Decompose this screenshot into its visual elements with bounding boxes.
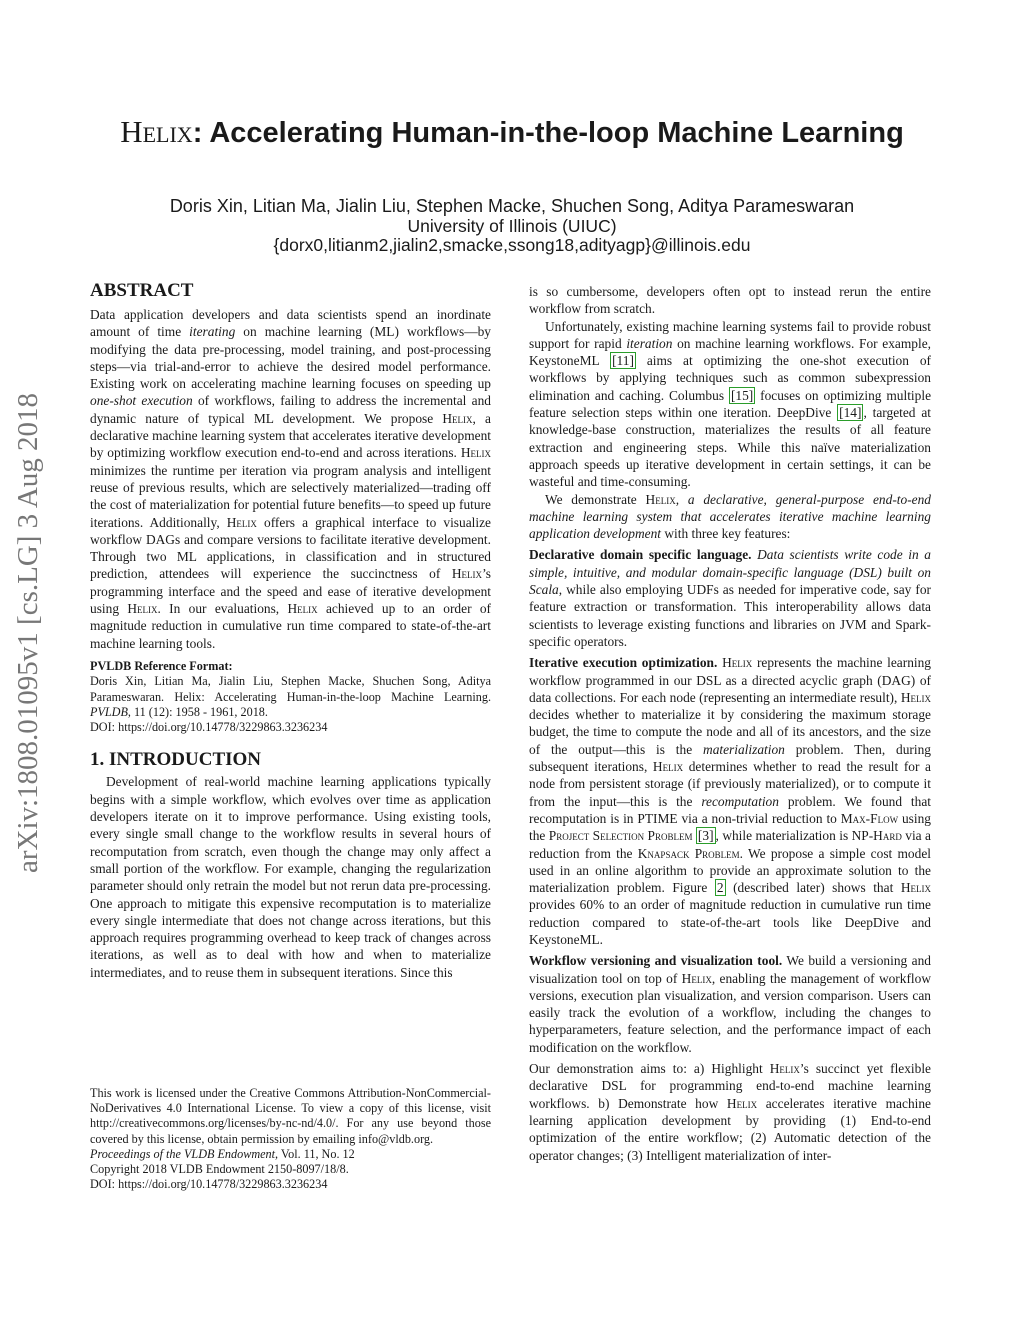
citation-link[interactable]: [11] bbox=[612, 353, 634, 369]
demo-aims-paragraph: Our demonstration aims to: a) Highlight Helix’s succinct yet flexible declarative DSL for programming end-to-end machine learning workflows. b) Demonstrate how Helix accelerates iterative machine learning application development by providing (1) End-to-end optimization of the entire workflow; (2) Automatic detection of the operator changes; (3) Intelligent materialization of inter- bbox=[529, 1061, 932, 1163]
proceedings: Proceedings of the VLDB Endowment, Vol. 11, No. 12 bbox=[90, 1146, 355, 1161]
title-helix: Helix bbox=[120, 114, 193, 149]
arxiv-stamp: arXiv:1808.01095v1 [cs.LG] 3 Aug 2018 bbox=[12, 392, 44, 874]
feature-versioning: Workflow versioning and visualization tool. We build a versioning and visualization tool on top of Helix, enabling the management of workflow versions, execution plan visualization, and version comparison. Users can easily track the evolution of a workflow, including the changes to hyperparameters, feature selection, and the performance impact of each modification on the workflow. bbox=[529, 953, 932, 1055]
reference-format-doi: DOI: https://doi.org/10.14778/3229863.3236234 bbox=[90, 720, 328, 735]
author-emails: {dorx0,litianm2,jialin2,smacke,ssong18,adityagp}@illinois.edu bbox=[273, 235, 751, 255]
intro-paragraph: Development of real-world machine learning applications typically begins with a simple workflow, which evolves over time as application developers iterate on it to improve performance. Using existing tools, every single small change to the workflow results in several hours of recomputation from scratch, even though the change may only affect a small portion of the workflow. For example, changing the regularization parameter should only retrain the model but not rerun data pre-processing. One approach to mitigate this expensive recomputation is to materialize every single intermediate that does not change across iterations, but this approach requires programming overhead to keep track of changes across iterations, as well as to deal with how and when to materialize intermediates, and to reuse them in subsequent iterations. Since this bbox=[90, 774, 491, 980]
copyright: Copyright 2018 VLDB Endowment 2150-8097/18/8. bbox=[90, 1162, 349, 1177]
citation-link[interactable]: [14] bbox=[839, 405, 862, 421]
license-footer bbox=[90, 1086, 491, 1192]
title-rest: : Accelerating Human-in-the-loop Machine Learning bbox=[192, 117, 904, 149]
figure-link[interactable]: 2 bbox=[716, 880, 724, 896]
paper-title bbox=[0, 112, 1024, 153]
affiliation: University of Illinois (UIUC) bbox=[407, 216, 617, 236]
intro-heading: 1. INTRODUCTION bbox=[90, 749, 262, 771]
citation-link[interactable]: [15] bbox=[730, 387, 754, 403]
license-text: This work is licensed under the Creative Commons Attribution-NonCommercial-NoDerivatives 4.0 International License. To view a copy of this license, visit http://creativecommons.org/licenses/by-nc-nd/4.0/. For any use beyond those covered by this license, obtain permission by emailing info@vldb.org. bbox=[90, 1086, 491, 1146]
abstract-heading: ABSTRACT bbox=[90, 280, 194, 301]
footer-doi: DOI: https://doi.org/10.14778/3229863.3236234 bbox=[90, 1177, 328, 1192]
author-names: Doris Xin, Litian Ma, Jialin Liu, Stephen Macke, Shuchen Song, Aditya Parameswaran bbox=[169, 196, 855, 216]
feature-dsl: Declarative domain specific language. Data scientists write code in a simple, intuitive, and modular domain-specific language (DSL) built on Scala, while also employing UDFs as needed for imperative code, say for feature extraction or transformation. This interoperability allows data scientists to leverage existing functions and libraries on JVM and Spark-specific operators. bbox=[529, 547, 931, 649]
reference-format-citation: Doris Xin, Litian Ma, Jialin Liu, Stephen Macke, Shuchen Song, Aditya Parameswaran. Helix: Accelerating Human-in-the-loop Machine Learning. PVLDB, 11 (12): 1958 - 1961, 2018. bbox=[90, 674, 491, 719]
left-column bbox=[90, 280, 491, 981]
related-work-paragraph: Unfortunately, existing machine learning systems fail to provide robust support for rapid iteration on machine learning workflows. For example, KeystoneML [11] aims at optimizing the one-shot execution of workflows by applying techniques such as common subexpression elimination and caching. Columbus [15] focuses on optimizing multiple feature selection steps within one iteration. DeepDive [14] , targeted at knowledge-base construction, materializes the results of all feature extraction and engineering steps. While this naïve materialization approach speeds up iterative development in certain settings, it can be wasteful and time-consuming. bbox=[529, 318, 932, 490]
abstract-text: Data application developers and data scientists spend an inordinate amount of time iterating on machine learning (ML) workflows—by modifying the data pre-processing, model training, and post-processing steps—via trial-and-error to achieve the desired model performance. Existing work on accelerating machine learning focuses on speeding up one-shot execution of workflows, failing to address the incremental and dynamic nature of typical ML development. We propose Helix, a declarative machine learning system that accelerates iterative development by optimizing workflow execution end-to-end and across iterations. Helix minimizes the runtime per iteration via program analysis and intelligent reuse of previous results, which are selectively materialized—trading off the cost of materialization for potential future benefits—to speed up future iterations. Additionally, Helix offers a graphical interface to visualize workflow DAGs and compare versions to facilitate iterative development. Through two ML applications, in classification and in structured prediction, attendees will experience the succinctness of Helix’s programming interface and the speed and ease of iterative development using Helix. In our evaluations, Helix achieved up to an order of magnitude reduction in cumulative run time compared to state-of-the-art machine learning tools. bbox=[90, 307, 492, 651]
author-block bbox=[0, 195, 1024, 255]
right-column bbox=[529, 283, 931, 1164]
continued-paragraph: is so cumbersome, developers often opt to instead rerun the entire workflow from scratch. bbox=[529, 284, 931, 317]
reference-format bbox=[90, 659, 491, 735]
demonstrate-paragraph: We demonstrate Helix, a declarative, general-purpose end-to-end machine learning system that accelerates iterative machine learning application development with three key features: bbox=[529, 491, 931, 542]
citation-link[interactable]: [3] bbox=[697, 828, 714, 844]
feature-execution: Iterative execution optimization. Helix represents the machine learning workflow programmed in our DSL as a directed acyclic graph (DAG) of data collections. For each node (representing an intermediate result), Helix decides whether to materialize it by considering the maximum storage budget, the time to compute the node and all of its ancestors, and the size of the output—this is the materialization problem. Then, during subsequent iterations, Helix determines whether to read the result for a node from persistent storage (if previously materialized), or to compute it from the input—this is the recomputation problem. We found that recomputation is in PTIME via a non-trivial reduction to Max-Flow using the Project Selection Problem [3] , while materialization is NP-Hard via a reduction from the Knapsack Problem. We propose a simple cost model used in an online algorithm to provide an approximate solution to the materialization problem. Figure 2 (described later) shows that Helix provides 60% to an order of magnitude reduction in cumulative run time reduction compared to state-of-the-art tools like DeepDive and KeystoneML. bbox=[529, 655, 931, 947]
reference-format-heading: PVLDB Reference Format: bbox=[90, 658, 233, 673]
